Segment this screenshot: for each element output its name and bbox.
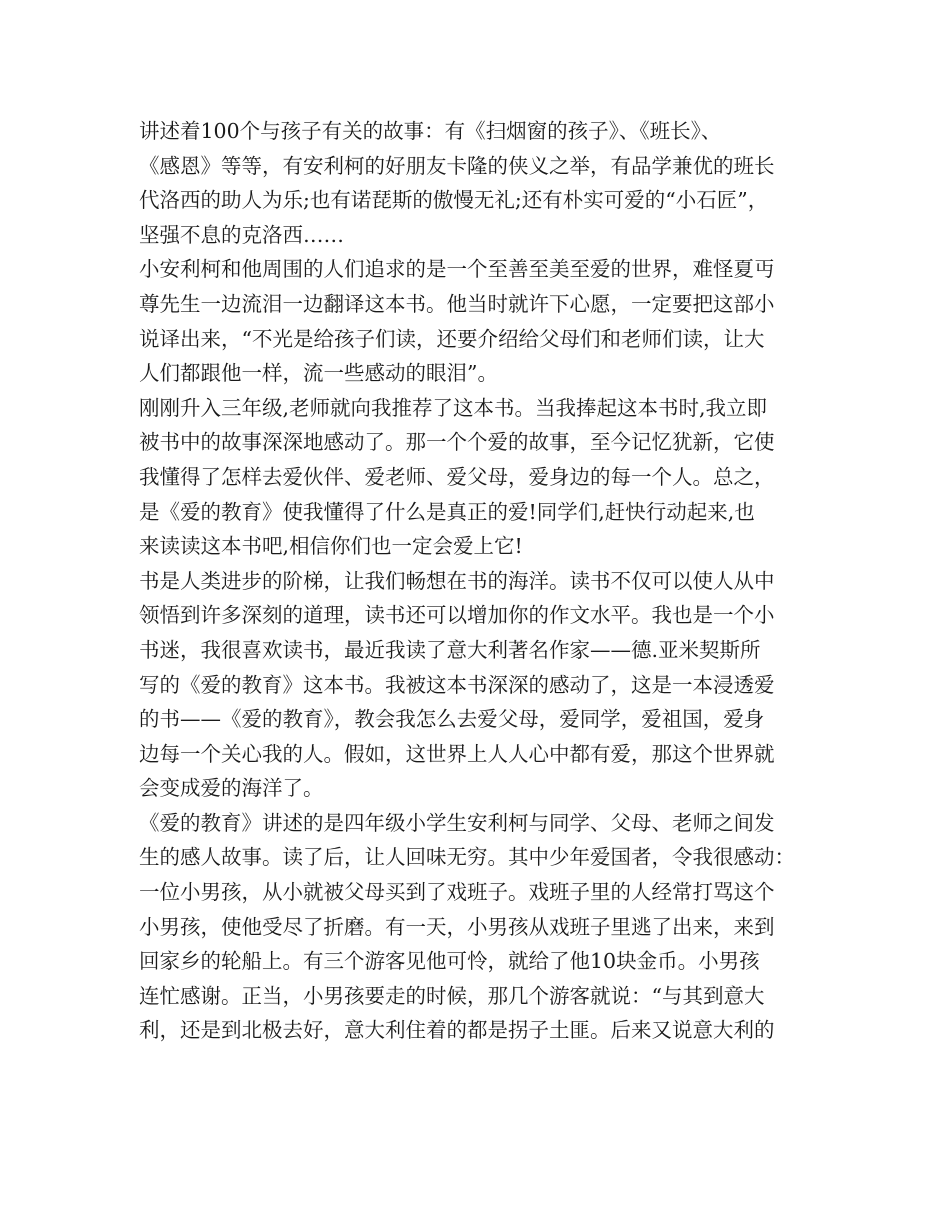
text-line: 来读读这本书吧,相信你们也一定会爱上它!	[139, 534, 523, 559]
text-line: 边每一个关心我的人。假如，这世界上人人心中都有爱，那这个世界就	[139, 741, 775, 766]
text-line: 《爱的教育》讲述的是四年级小学生安利柯与同学、父母、老师之间发	[139, 810, 775, 835]
text-line: 领悟到许多深刻的道理，读书还可以增加你的作文水平。我也是一个小	[139, 603, 775, 628]
text-line: 利，还是到北极去好，意大利住着的都是拐子土匪。后来又说意大利的	[139, 1018, 775, 1043]
text-line: 代洛西的助人为乐;也有诺琵斯的傲慢无礼;还有朴实可爱的“小石匠”，	[139, 188, 769, 213]
text-line: 尊先生一边流泪一边翻译这本书。他当时就许下心愿，一定要把这部小	[139, 291, 775, 316]
text-line: 书迷，我很喜欢读书，最近我读了意大利著名作家——德.亚米契斯所	[139, 637, 761, 662]
text-line: 是《爱的教育》使我懂得了什么是真正的爱!同学们,赶快行动起来,也	[139, 499, 755, 524]
text-line: 书是人类进步的阶梯，让我们畅想在书的海洋。读书不仅可以使人从中	[139, 568, 775, 593]
text-line: 小男孩，使他受尽了折磨。有一天，小男孩从戏班子里逃了出来，来到	[139, 914, 775, 939]
text-line: 一位小男孩，从小就被父母买到了戏班子。戏班子里的人经常打骂这个	[139, 880, 775, 905]
text-line: 生的感人故事。读了后，让人回味无穷。其中少年爱国者，令我很感动：	[139, 845, 795, 870]
text-line: 我懂得了怎样去爱伙伴、爱老师、爱父母，爱身边的每一个人。总之，	[139, 464, 775, 489]
text-line: 写的《爱的教育》这本书。我被这本书深深的感动了，这是一本浸透爱	[139, 672, 775, 697]
text-line: 《感恩》等等，有安利柯的好朋友卡隆的侠义之举，有品学兼优的班长	[139, 153, 775, 178]
text-line: 连忙感谢。正当，小男孩要走的时候，那几个游客就说：“与其到意大	[139, 983, 765, 1008]
text-line: 被书中的故事深深地感动了。那一个个爱的故事，至今记忆犹新，它使	[139, 430, 775, 455]
text-line: 小安利柯和他周围的人们追求的是一个至善至美至爱的世界，难怪夏丏	[139, 257, 775, 282]
text-line: 刚刚升入三年级,老师就向我推荐了这本书。当我捧起这本书时,我立即	[139, 395, 768, 420]
text-line: 会变成爱的海洋了。	[139, 776, 324, 801]
text-line: 坚强不息的克洛西……	[139, 222, 344, 247]
text-line: 回家乡的轮船上。有三个游客见他可怜，就给了他10块金币。小男孩	[139, 949, 760, 974]
text-line: 讲述着100个与孩子有关的故事：有《扫烟窗的孩子》、《班长》、	[139, 119, 722, 143]
text-line: 的书——《爱的教育》，教会我怎么去爱父母，爱同学，爱祖国，爱身	[139, 707, 765, 732]
body-text	[139, 114, 819, 1048]
text-line: 人们都跟他一样，流一些感动的眼泪”。	[139, 361, 498, 386]
text-line: 说译出来，“不光是给孩子们读，还要介绍给父母们和老师们读，让大	[139, 326, 765, 351]
